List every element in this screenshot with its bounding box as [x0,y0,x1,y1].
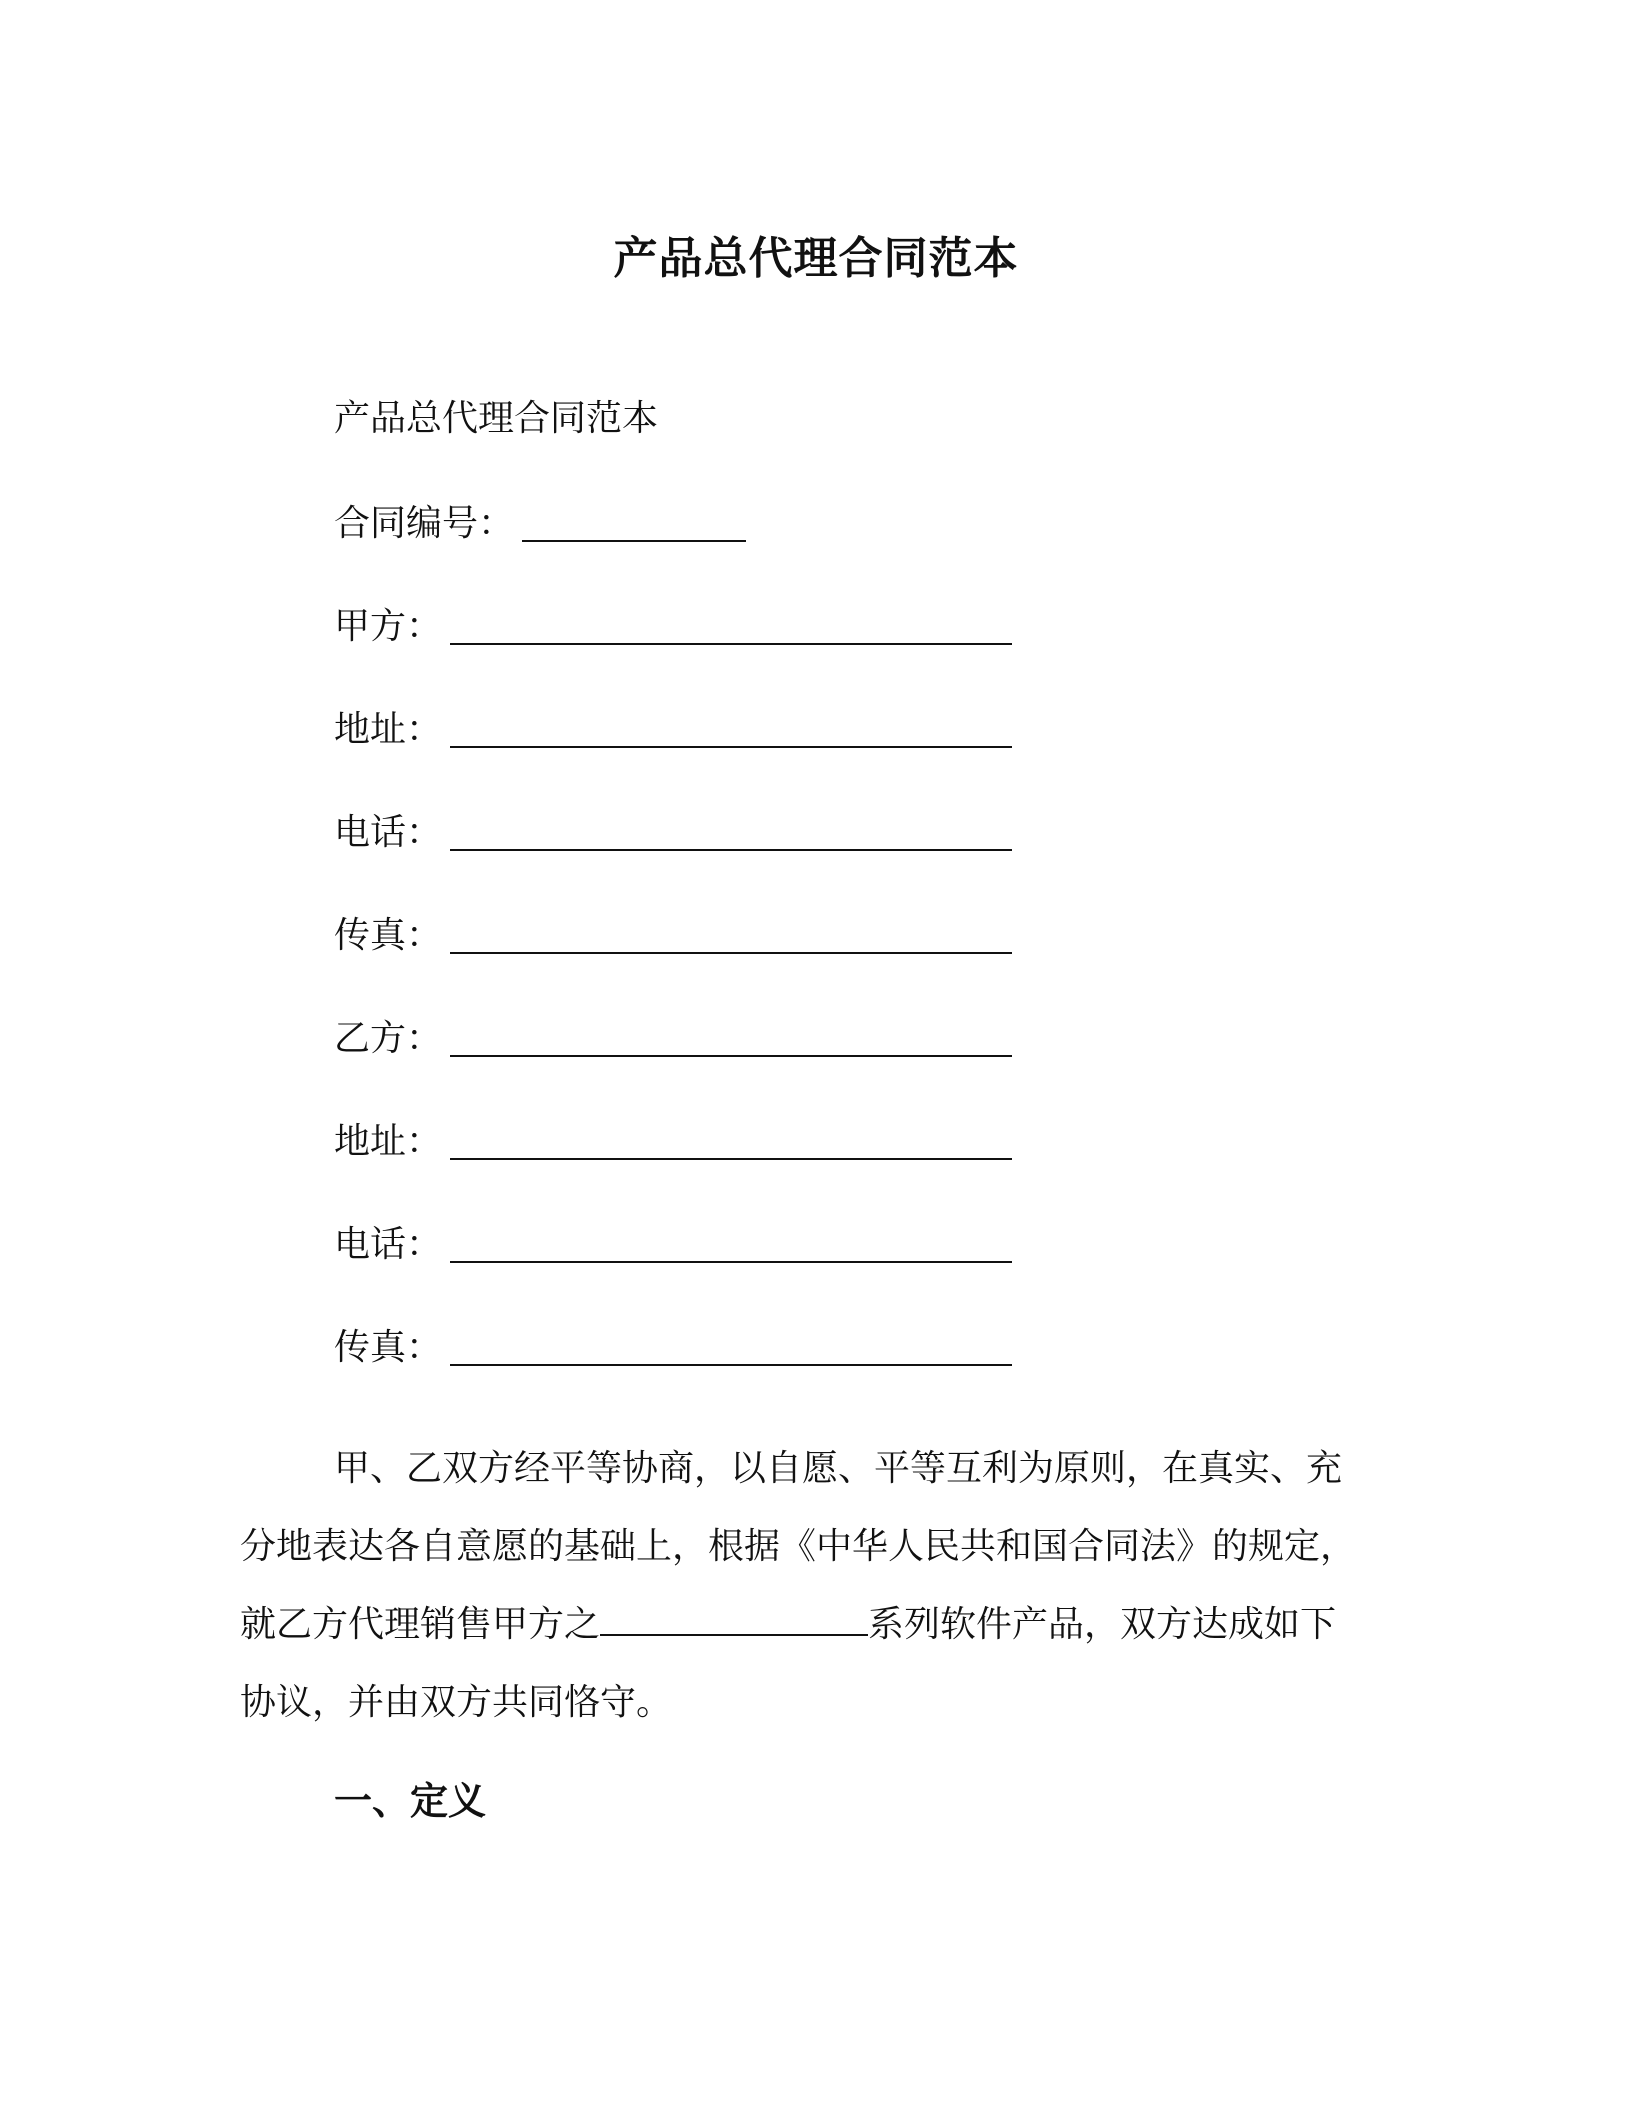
party-a-phone-label: 电话： [334,812,443,853]
party-b-line [334,1015,1012,1063]
document-title: 产品总代理合同范本 [613,233,1019,284]
party-b-fax-label: 传真： [334,1327,443,1368]
party-b-fax-line [334,1324,1012,1372]
party-b-blank [450,1025,1012,1057]
party-a-phone-blank [450,819,1012,851]
party-b-phone-blank [450,1231,1012,1263]
party-a-fax-blank [450,922,1012,954]
party-b-address-label: 地址： [334,1121,443,1162]
party-a-line [334,603,1012,651]
party-b-fax-blank [450,1334,1012,1366]
party-a-fax-line [334,912,1012,960]
preamble-paragraph [240,1430,1380,1742]
party-b-label: 乙方： [334,1018,443,1059]
preamble-line-3 [240,1586,1380,1664]
party-b-phone-line [334,1221,1012,1269]
party-b-address-blank [450,1128,1012,1160]
document-subtitle: 产品总代理合同范本 [334,398,659,439]
preamble-line-3-after: 系列软件产品，双方达成如下 [868,1604,1337,1645]
party-a-address-blank [450,716,1012,748]
party-a-address-line [334,706,1012,754]
preamble-line-1: 甲、乙双方经平等协商，以自愿、平等互利为原则，在真实、充 [334,1448,1343,1489]
party-b-address-line [334,1118,1012,1166]
preamble-line-4: 协议，并由双方共同恪守。 [240,1682,673,1723]
product-series-blank [600,1604,868,1636]
party-a-phone-line [334,809,1012,857]
contract-number-blank [522,510,746,542]
preamble-line-3-before: 就乙方代理销售甲方之 [240,1604,601,1645]
party-a-blank [450,613,1012,645]
contract-number-label: 合同编号： [334,503,515,544]
party-a-address-label: 地址： [334,709,443,750]
preamble-line-2: 分地表达各自意愿的基础上，根据《中华人民共和国合同法》的规定， [240,1526,1357,1567]
party-b-phone-label: 电话： [334,1224,443,1265]
party-a-label: 甲方： [334,606,443,647]
contract-number-line [334,500,746,548]
party-a-fax-label: 传真： [334,915,443,956]
section-heading-definitions: 一、定义 [334,1779,487,1823]
